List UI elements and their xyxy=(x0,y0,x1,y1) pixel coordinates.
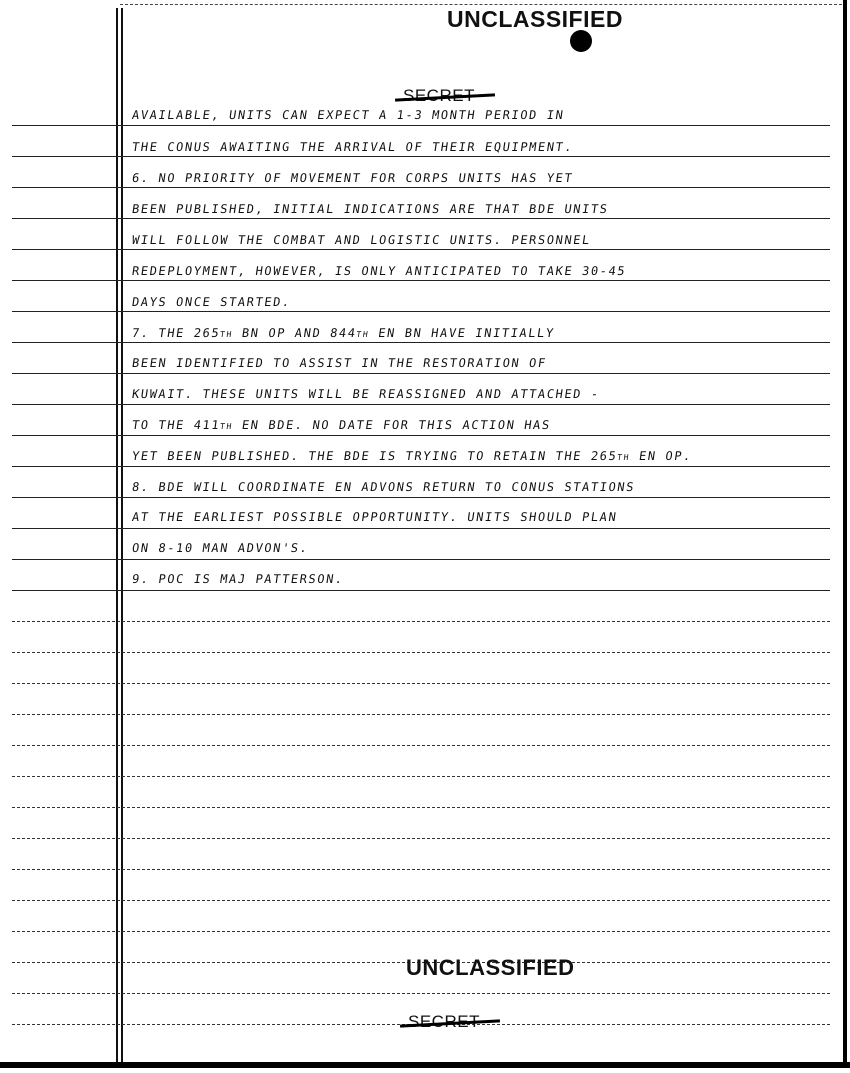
ruled-line xyxy=(12,311,830,312)
classification-header: UNCLASSIFIED xyxy=(447,6,623,32)
text-line-9: BEEN IDENTIFIED TO ASSIST IN THE RESTORATION OF xyxy=(131,356,548,370)
text-line-2: THE CONUS AWAITING THE ARRIVAL OF THEIR EQUIPMENT. xyxy=(131,140,575,154)
bottom-page-edge xyxy=(0,1062,850,1068)
text-line-6: REDEPLOYMENT, HOWEVER, IS ONLY ANTICIPATED TO TAKE 30-45 xyxy=(131,264,628,278)
ruled-line xyxy=(12,807,830,808)
ruled-line xyxy=(12,528,830,529)
ruled-line xyxy=(12,621,830,622)
ruled-line xyxy=(12,869,830,870)
ruled-line xyxy=(12,187,830,188)
ruled-line xyxy=(12,931,830,932)
ruled-line xyxy=(12,466,830,467)
top-edge-line xyxy=(120,4,842,5)
ruled-line xyxy=(12,776,830,777)
ruled-line xyxy=(12,683,830,684)
secret-marking-top-text: SECRET xyxy=(403,86,475,105)
punch-hole xyxy=(570,30,592,52)
secret-marking-bottom-text: SECRET xyxy=(408,1012,480,1031)
ruled-line xyxy=(12,900,830,901)
text-line-7: DAYS ONCE STARTED. xyxy=(131,295,292,309)
ruled-line xyxy=(12,714,830,715)
ruled-line xyxy=(12,838,830,839)
ruled-line xyxy=(12,404,830,405)
classification-footer: UNCLASSIFIED xyxy=(406,955,575,980)
ruled-line xyxy=(12,373,830,374)
ruled-line xyxy=(12,342,830,343)
ruled-line xyxy=(12,280,830,281)
text-line-10: KUWAIT. THESE UNITS WILL BE REASSIGNED AND ATTACHED - xyxy=(131,387,601,401)
ruled-line xyxy=(12,745,830,746)
text-line-16: 9. POC IS MAJ PATTERSON. xyxy=(131,572,345,586)
text-line-5: WILL FOLLOW THE COMBAT AND LOGISTIC UNITS. PERSONNEL xyxy=(131,233,592,247)
ruled-line xyxy=(12,652,830,653)
secret-marking-top xyxy=(403,86,475,106)
ruled-line xyxy=(12,497,830,498)
ruled-line xyxy=(12,218,830,219)
secret-marking-bottom xyxy=(408,1012,480,1032)
ruled-line xyxy=(12,125,830,126)
margin-line-inner xyxy=(121,8,123,1065)
text-line-11: TO THE 411th EN BDE. NO DATE FOR THIS ACTION HAS xyxy=(131,418,552,432)
right-page-edge xyxy=(843,0,847,1065)
ruled-line xyxy=(12,993,830,994)
text-line-1: AVAILABLE, UNITS CAN EXPECT A 1-3 MONTH PERIOD IN xyxy=(131,108,566,122)
ruled-line xyxy=(12,590,830,591)
text-line-12: YET BEEN PUBLISHED. THE BDE IS TRYING TO RETAIN THE 265th EN OP. xyxy=(131,449,693,463)
text-line-13: 8. BDE WILL COORDINATE EN ADVONS RETURN TO CONUS STATIONS xyxy=(131,480,636,494)
text-line-14: AT THE EARLIEST POSSIBLE OPPORTUNITY. UNITS SHOULD PLAN xyxy=(131,510,619,524)
text-line-15: ON 8-10 MAN ADVON'S. xyxy=(131,541,310,555)
ruled-line xyxy=(12,559,830,560)
ruled-line xyxy=(12,156,830,157)
ruled-line xyxy=(12,435,830,436)
ruled-line xyxy=(12,249,830,250)
text-line-4: BEEN PUBLISHED, INITIAL INDICATIONS ARE THAT BDE UNITS xyxy=(131,202,610,216)
text-line-8: 7. THE 265th BN OP AND 844th EN BN HAVE INITIALLY xyxy=(131,326,556,340)
margin-line-outer xyxy=(116,8,118,1065)
text-line-3: 6. NO PRIORITY OF MOVEMENT FOR CORPS UNITS HAS YET xyxy=(131,171,575,185)
